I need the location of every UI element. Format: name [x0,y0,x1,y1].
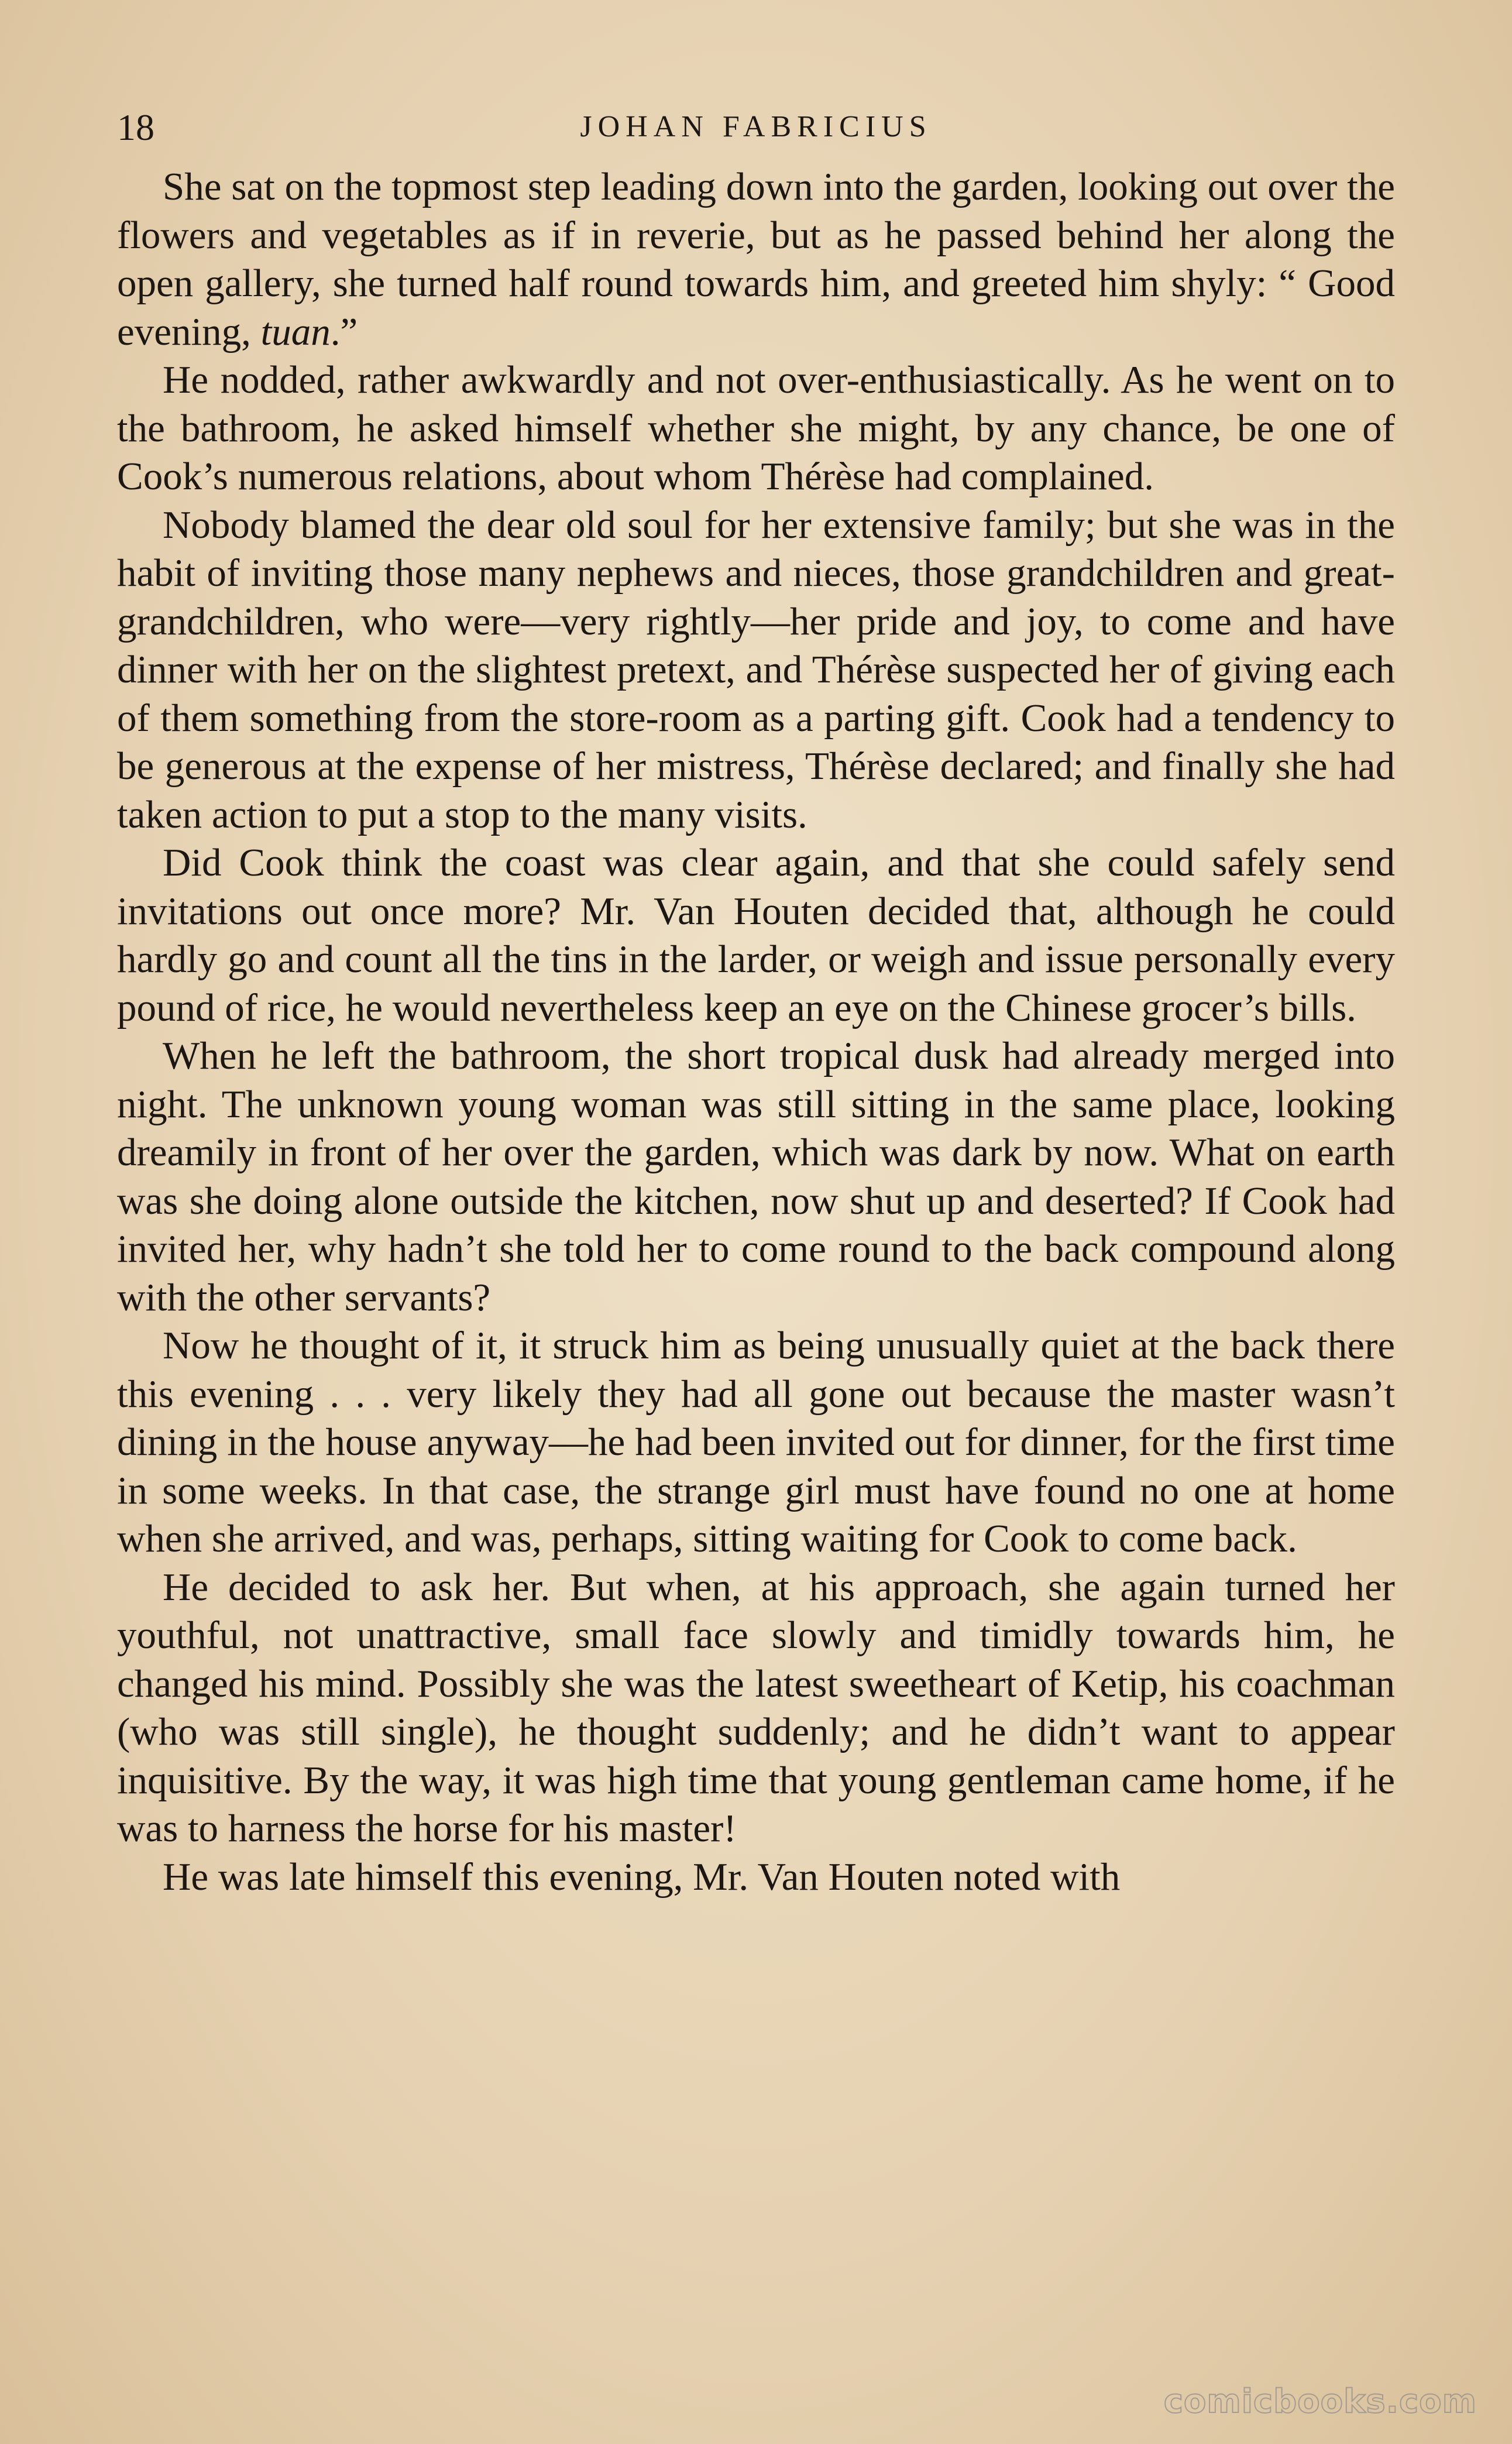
paragraph-3: Nobody blamed the dear old soul for her extensive family; but she was in the habit of inviting those many nephews and nieces, those grandchildren and great-grandchildren, who were—very rightly—her pride and joy, to come and have dinner with her on the slightest pretext, and Thérèse suspected her of giving each of them something from the store-room as a parting gift. Cook had a tendency to be generous at the expense of her mistress, Thérèse declared; and finally she had taken action to put a stop to the many visits. [117,503,1395,836]
page-number: 18 [117,107,154,148]
paragraph-7: He decided to ask her. But when, at his approach, she again turned her youthful, not unattractive, small face slowly and timidly towards him, he changed his mind. Possibly she was the latest sweetheart of Ketip, his coachman (who was still single), he thought suddenly; and he didn’t want to appear inquisitive. By the way, it was high time that young gentleman came home, if he was to harness the horse for his master! [117,1565,1395,1850]
paragraph-8: He was late himself this evening, Mr. Van Houten noted with [163,1855,1121,1899]
paragraph-4: Did Cook think the coast was clear again, and that she could safely send invitations out once more? Mr. Van Houten decided that, although he could hardly go and count all the tins in the larder, or weigh and issue personally every pound of rice, he would nevertheless keep an eye on the Chinese grocer’s bills. [117,841,1395,1029]
paragraph-1-end: .” [330,310,358,353]
paragraph-1-text: She sat on the topmost step leading down into the garden, looking out over the flowers and vegetables as if in reverie, but as he passed behind her along the open gallery, she turned half round towards him, and greeted him shyly: “ Good evening, [117,165,1395,353]
running-head [117,99,1395,156]
paragraph-6: Now he thought of it, it struck him as being unusually quiet at the back there this evening . . . very likely they had all gone out because the master wasn’t dining in the house anyway—he had been invited out for dinner, for the first time in some weeks. In that case, the strange girl must have found no one at home when she arrived, and was, perhaps, sitting waiting for Cook to come back. [117,1324,1395,1560]
watermark-logo: comicbooks.com [1163,2383,1477,2421]
paragraph-1 [117,163,1395,356]
paragraph-2: He nodded, rather awkwardly and not over-enthusiastically. As he went on to the bathroom, he asked himself whether she might, by any chance, be one of Cook’s numerous relations, about whom Thérèse had complained. [117,358,1395,498]
paragraph-5: When he left the bathroom, the short tropical dusk had already merged into night. The unknown young woman was still sitting in the same place, looking dreamily in front of her over the garden, which was dark by now. What on earth was she doing alone outside the kitchen, now shut up and deserted? If Cook had invited her, why hadn’t she told her to come round to the back compound along with the other servants? [117,1034,1395,1319]
book-title: JOHAN FABRICIUS [580,110,932,143]
book-page [117,99,1395,2382]
italic-word-tuan: tuan [260,310,331,353]
body-text [117,163,1395,1901]
